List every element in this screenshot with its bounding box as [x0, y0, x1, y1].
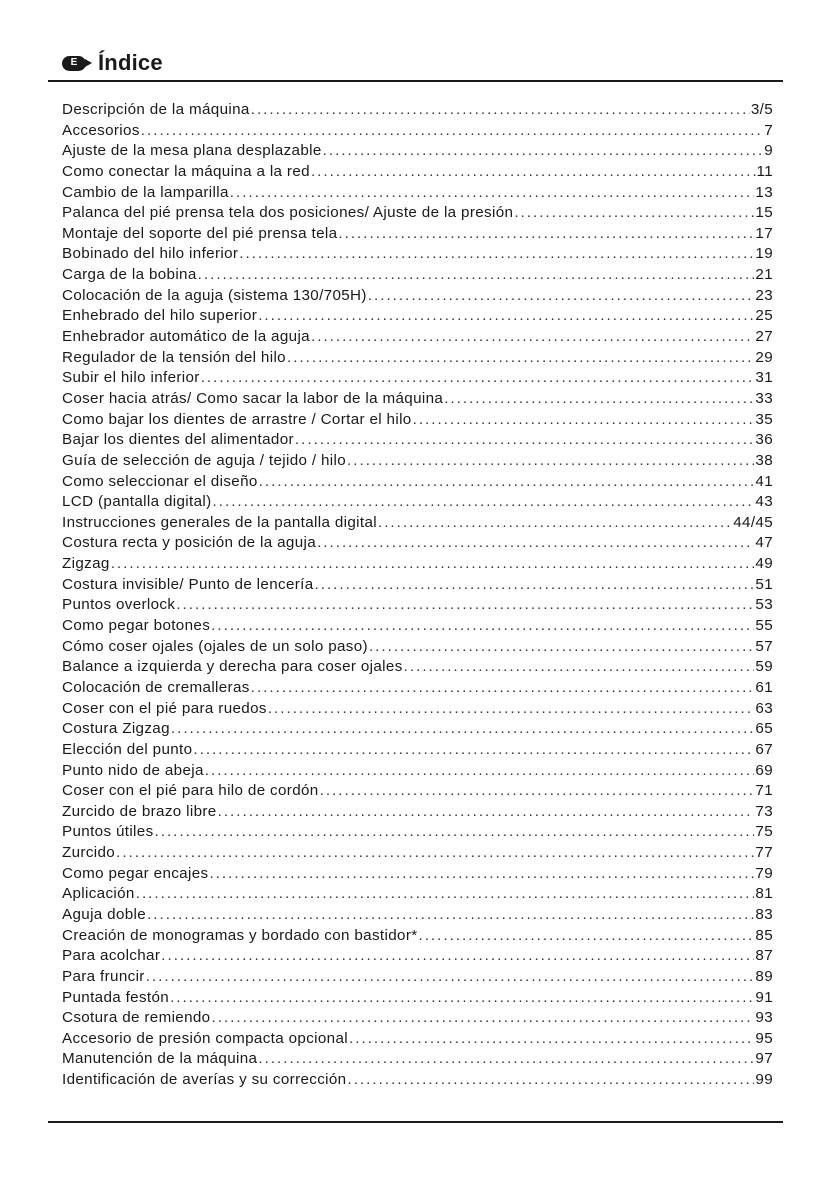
toc-dot-leader — [514, 204, 754, 221]
toc-dot-leader — [230, 184, 755, 201]
toc-entry — [62, 596, 773, 617]
toc-entry — [62, 473, 773, 494]
toc-entry — [62, 245, 773, 266]
toc-entry-page: 75 — [755, 823, 773, 841]
toc-dot-leader — [211, 617, 754, 634]
toc-entry — [62, 514, 773, 535]
toc-entry — [62, 782, 773, 803]
toc-entry-title: Csotura de remiendo — [62, 1009, 211, 1027]
toc-entry — [62, 349, 773, 370]
toc-entry — [62, 142, 773, 163]
toc-entry — [62, 947, 773, 968]
toc-entry-title: Carga de la bobina — [62, 266, 197, 284]
toc-entry — [62, 927, 773, 948]
toc-dot-leader — [111, 555, 755, 572]
toc-entry-title: Subir el hilo inferior — [62, 369, 200, 387]
toc-entry-page: 33 — [755, 389, 773, 407]
toc-entry-title: Identificación de averías y su corrección — [62, 1071, 347, 1089]
toc-entry-page: 87 — [755, 947, 773, 965]
toc-dot-leader — [268, 700, 755, 717]
toc-entry — [62, 101, 773, 122]
toc-dot-leader — [176, 596, 754, 613]
table-of-contents — [62, 101, 773, 1092]
toc-entry-page: 63 — [755, 699, 773, 717]
toc-entry-page: 95 — [755, 1029, 773, 1047]
toc-entry-title: Elección del punto — [62, 740, 193, 758]
toc-entry-title: Aplicación — [62, 885, 135, 903]
toc-entry-page: 44/45 — [733, 513, 773, 531]
toc-dot-leader — [171, 720, 755, 737]
toc-entry — [62, 1071, 773, 1092]
toc-entry-page: 83 — [755, 905, 773, 923]
toc-dot-leader — [315, 576, 755, 593]
toc-dot-leader — [418, 927, 754, 944]
toc-entry — [62, 307, 773, 328]
toc-entry-page: 36 — [755, 431, 773, 449]
toc-entry-title: Instrucciones generales de la pantalla digital — [62, 513, 377, 531]
toc-entry-title: Ajuste de la mesa plana desplazable — [62, 142, 322, 160]
toc-dot-leader — [251, 679, 755, 696]
toc-entry-page: 79 — [755, 864, 773, 882]
page-title: Índice — [98, 50, 163, 75]
toc-dot-leader — [251, 101, 750, 118]
toc-entry-page: 61 — [755, 678, 773, 696]
language-badge-icon — [62, 56, 86, 71]
toc-entry — [62, 225, 773, 246]
toc-entry-page: 25 — [755, 307, 773, 325]
toc-entry-title: Cambio de la lamparilla — [62, 183, 229, 201]
toc-dot-leader — [368, 287, 755, 304]
toc-entry-title: Guía de selección de aguja / tejido / hilo — [62, 451, 347, 469]
toc-entry-page: 67 — [755, 740, 773, 758]
toc-entry-title: Coser con el pié para hilo de cordón — [62, 782, 319, 800]
toc-entry-page: 73 — [755, 802, 773, 820]
toc-dot-leader — [201, 369, 755, 386]
toc-dot-leader — [136, 885, 755, 902]
toc-entry — [62, 968, 773, 989]
toc-entry — [62, 184, 773, 205]
language-badge-label: E — [70, 57, 78, 68]
toc-dot-leader — [258, 307, 754, 324]
toc-entry-title: Bobinado del hilo inferior — [62, 245, 239, 263]
toc-dot-leader — [218, 803, 755, 820]
toc-entry-title: Costura recta y posición de la aguja — [62, 534, 317, 552]
toc-entry-page: 51 — [755, 575, 773, 593]
toc-entry-page: 65 — [755, 720, 773, 738]
toc-dot-leader — [211, 1009, 754, 1026]
toc-entry — [62, 328, 773, 349]
toc-dot-leader — [413, 411, 755, 428]
toc-entry-title: Aguja doble — [62, 905, 147, 923]
toc-dot-leader — [338, 225, 754, 242]
toc-entry-page: 47 — [755, 534, 773, 552]
toc-entry — [62, 617, 773, 638]
toc-entry — [62, 720, 773, 741]
toc-entry-page: 41 — [755, 472, 773, 490]
toc-entry — [62, 803, 773, 824]
toc-dot-leader — [161, 947, 754, 964]
toc-entry-page: 85 — [755, 926, 773, 944]
toc-entry-page: 13 — [755, 183, 773, 201]
toc-dot-leader — [205, 762, 755, 779]
page-header — [62, 50, 163, 76]
toc-entry-page: 43 — [755, 493, 773, 511]
toc-entry-page: 99 — [755, 1071, 773, 1089]
toc-entry-page: 89 — [755, 967, 773, 985]
toc-entry-title: Como seleccionar el diseño — [62, 472, 258, 490]
toc-entry-title: Como pegar encajes — [62, 864, 209, 882]
toc-dot-leader — [295, 431, 755, 448]
toc-entry-page: 35 — [755, 410, 773, 428]
toc-entry-page: 81 — [755, 885, 773, 903]
toc-dot-leader — [349, 1030, 754, 1047]
toc-entry — [62, 534, 773, 555]
toc-dot-leader — [258, 1050, 754, 1067]
header-divider — [48, 80, 783, 82]
toc-dot-leader — [404, 658, 755, 675]
toc-dot-leader — [311, 163, 756, 180]
toc-dot-leader — [198, 266, 755, 283]
toc-entry-title: Regulador de la tensión del hilo — [62, 348, 286, 366]
toc-entry — [62, 989, 773, 1010]
toc-entry — [62, 638, 773, 659]
toc-entry-page: 9 — [764, 142, 773, 160]
toc-entry — [62, 1009, 773, 1030]
toc-entry — [62, 369, 773, 390]
toc-entry — [62, 906, 773, 927]
toc-dot-leader — [444, 390, 754, 407]
toc-entry-page: 17 — [755, 224, 773, 242]
toc-dot-leader — [141, 122, 763, 139]
toc-entry-title: Palanca del pié prensa tela dos posiciones/ Ajuste de la presión — [62, 204, 514, 222]
toc-entry — [62, 555, 773, 576]
toc-entry — [62, 390, 773, 411]
toc-entry-title: Costura Zigzag — [62, 720, 170, 738]
toc-dot-leader — [259, 473, 755, 490]
toc-entry — [62, 700, 773, 721]
toc-entry-title: Como bajar los dientes de arrastre / Cortar el hilo — [62, 410, 412, 428]
toc-entry-page: 7 — [764, 121, 773, 139]
toc-entry-page: 55 — [755, 617, 773, 635]
toc-dot-leader — [347, 452, 754, 469]
toc-entry-page: 71 — [755, 782, 773, 800]
toc-entry-title: LCD (pantalla digital) — [62, 493, 212, 511]
toc-entry-title: Zurcido — [62, 844, 116, 862]
toc-dot-leader — [193, 741, 754, 758]
toc-entry — [62, 493, 773, 514]
toc-entry — [62, 679, 773, 700]
toc-entry-page: 49 — [755, 555, 773, 573]
toc-entry — [62, 287, 773, 308]
toc-entry-title: Manutención de la máquina — [62, 1050, 258, 1068]
toc-dot-leader — [347, 1071, 754, 1088]
toc-dot-leader — [170, 989, 754, 1006]
toc-entry-title: Punto nido de abeja — [62, 761, 204, 779]
toc-entry — [62, 1050, 773, 1071]
toc-entry — [62, 163, 773, 184]
toc-entry-page: 27 — [755, 328, 773, 346]
toc-entry — [62, 885, 773, 906]
toc-entry-title: Puntada festón — [62, 988, 170, 1006]
toc-entry-page: 77 — [755, 844, 773, 862]
toc-entry — [62, 266, 773, 287]
toc-entry-page: 15 — [755, 204, 773, 222]
toc-entry-title: Zigzag — [62, 555, 110, 573]
toc-entry-page: 93 — [755, 1009, 773, 1027]
toc-entry-page: 11 — [756, 162, 773, 180]
toc-entry-title: Coser con el pié para ruedos — [62, 699, 267, 717]
toc-entry — [62, 844, 773, 865]
toc-dot-leader — [320, 782, 755, 799]
toc-dot-leader — [239, 245, 754, 262]
toc-dot-leader — [369, 638, 754, 655]
toc-entry — [62, 576, 773, 597]
toc-entry-title: Para fruncir — [62, 967, 145, 985]
toc-entry-title: Balance a izquierda y derecha para coser ojales — [62, 658, 403, 676]
toc-entry-title: Enhebrador automático de la aguja — [62, 328, 310, 346]
toc-entry-title: Como conectar la máquina a la red — [62, 162, 310, 180]
footer-divider — [48, 1121, 783, 1123]
toc-entry-page: 21 — [755, 266, 773, 284]
toc-entry-page: 69 — [755, 761, 773, 779]
toc-entry-title: Enhebrado del hilo superior — [62, 307, 258, 325]
toc-dot-leader — [378, 514, 732, 531]
toc-entry-page: 91 — [755, 988, 773, 1006]
toc-entry-title: Coser hacia atrás/ Como sacar la labor de la máquina — [62, 389, 444, 407]
toc-entry — [62, 823, 773, 844]
toc-entry — [62, 452, 773, 473]
toc-entry-title: Puntos útiles — [62, 823, 154, 841]
toc-entry-page: 29 — [755, 348, 773, 366]
toc-entry-title: Descripción de la máquina — [62, 101, 250, 118]
toc-dot-leader — [213, 493, 755, 510]
toc-dot-leader — [287, 349, 754, 366]
toc-entry-title: Montaje del soporte del pié prensa tela — [62, 224, 338, 242]
toc-entry-page: 59 — [755, 658, 773, 676]
toc-entry-title: Colocación de la aguja (sistema 130/705H) — [62, 286, 367, 304]
toc-entry-title: Costura invisible/ Punto de lencería — [62, 575, 314, 593]
toc-dot-leader — [209, 865, 754, 882]
toc-entry — [62, 658, 773, 679]
toc-dot-leader — [147, 906, 754, 923]
toc-entry-title: Accesorios — [62, 121, 140, 139]
toc-entry-title: Colocación de cremalleras — [62, 678, 250, 696]
toc-entry — [62, 411, 773, 432]
toc-entry-page: 19 — [755, 245, 773, 263]
toc-entry-page: 97 — [755, 1050, 773, 1068]
toc-entry-title: Accesorio de presión compacta opcional — [62, 1029, 348, 1047]
toc-entry — [62, 204, 773, 225]
toc-entry-title: Puntos overlock — [62, 596, 176, 614]
toc-dot-leader — [311, 328, 754, 345]
toc-entry — [62, 741, 773, 762]
toc-entry-page: 53 — [755, 596, 773, 614]
toc-entry-page: 57 — [755, 637, 773, 655]
toc-entry-title: Como pegar botones — [62, 617, 211, 635]
toc-entry-page: 23 — [755, 286, 773, 304]
toc-entry — [62, 122, 773, 143]
toc-dot-leader — [116, 844, 754, 861]
toc-dot-leader — [317, 534, 754, 551]
toc-entry-page: 3/5 — [750, 101, 773, 118]
toc-entry-page: 38 — [755, 451, 773, 469]
toc-dot-leader — [323, 142, 764, 159]
toc-dot-leader — [146, 968, 755, 985]
toc-entry — [62, 762, 773, 783]
toc-dot-leader — [155, 823, 755, 840]
toc-entry-title: Para acolchar — [62, 947, 161, 965]
toc-entry-title: Bajar los dientes del alimentador — [62, 431, 294, 449]
toc-entry-title: Cómo coser ojales (ojales de un solo paso) — [62, 637, 368, 655]
toc-entry — [62, 865, 773, 886]
toc-entry-title: Creación de monogramas y bordado con bastidor* — [62, 926, 418, 944]
toc-entry-page: 31 — [755, 369, 773, 387]
toc-entry — [62, 431, 773, 452]
toc-entry — [62, 1030, 773, 1051]
toc-entry-title: Zurcido de brazo libre — [62, 802, 217, 820]
